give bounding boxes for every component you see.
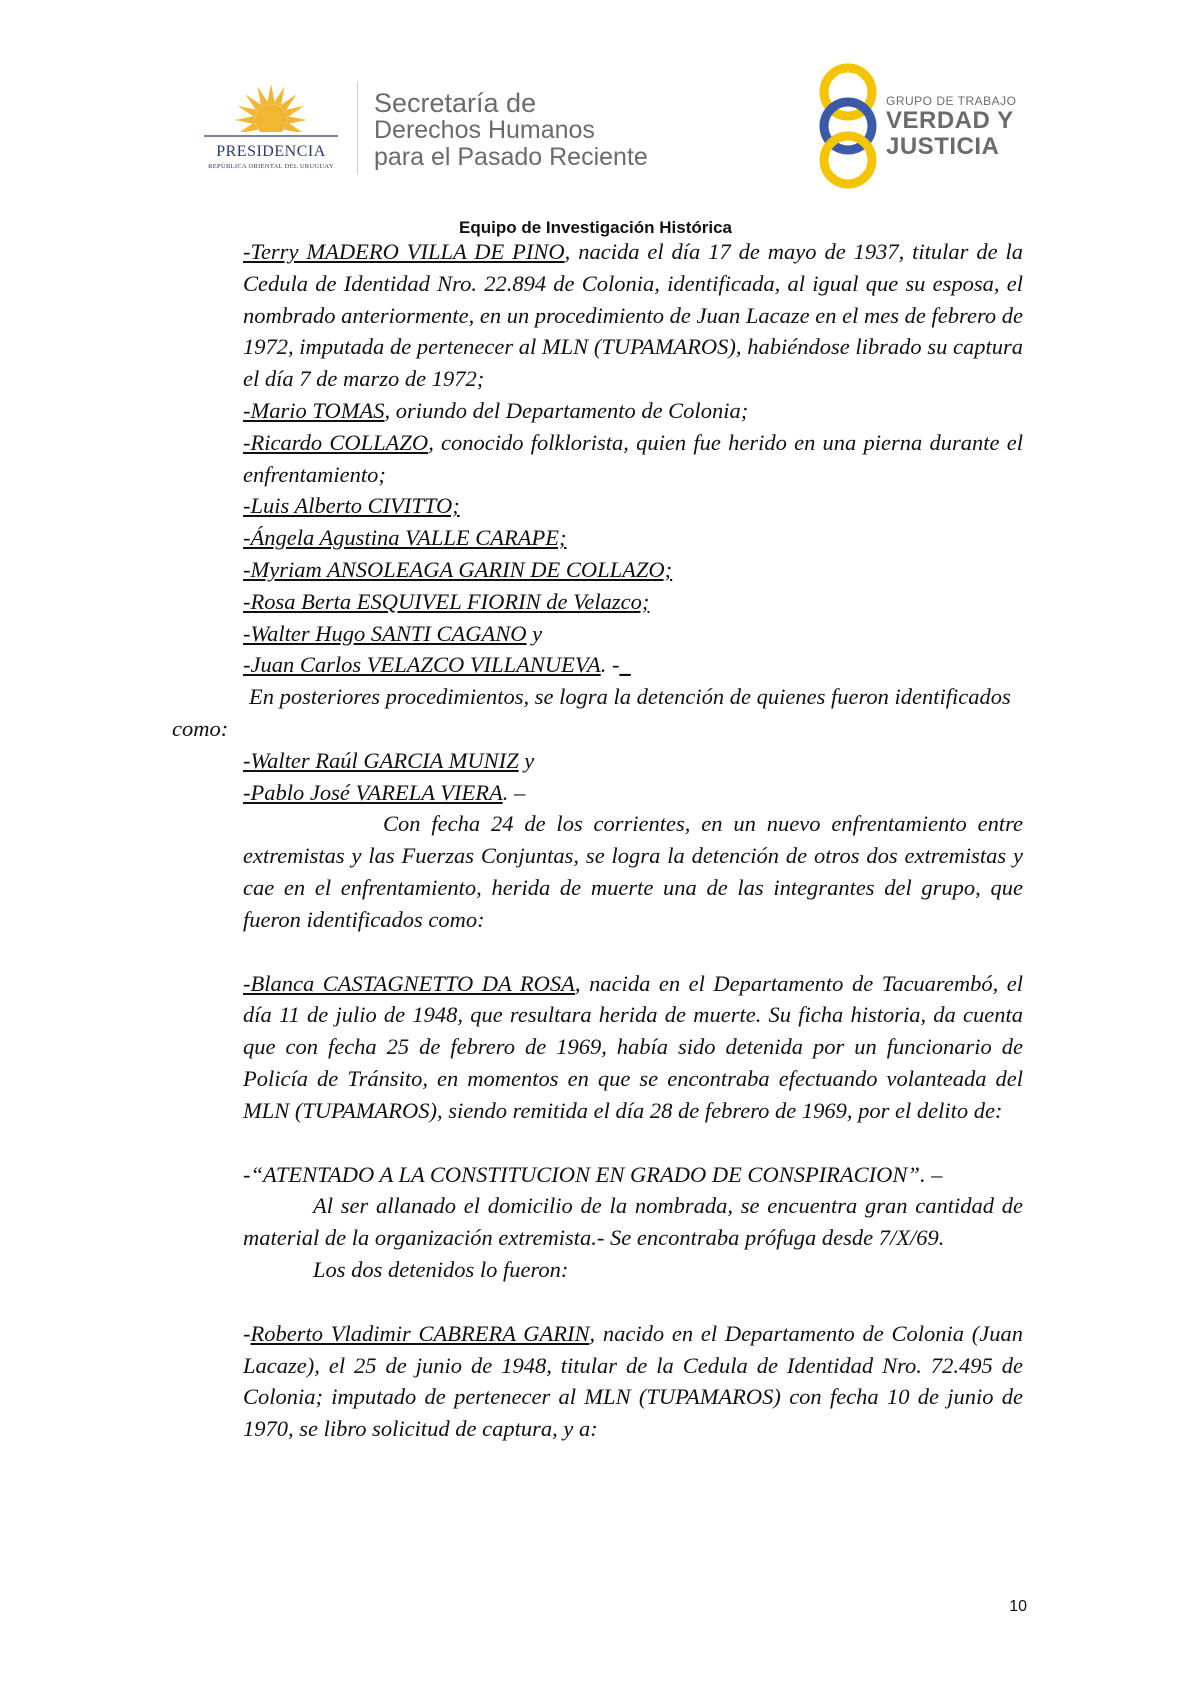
paragraph-lead: - [243, 1320, 251, 1346]
spacer [0, 1127, 1191, 1159]
list-item [243, 777, 1023, 809]
grupo-trabajo-title [886, 94, 1016, 160]
paragraph-posteriores: En posteriores procedimientos, se logra la detención de quienes fueron identificados como: [172, 684, 1011, 741]
person-name: -Ricardo COLLAZO [243, 429, 429, 455]
presidencia-label: PRESIDENCIA [216, 143, 326, 160]
grupo-big-label-2: JUSTICIA [886, 133, 1000, 160]
list-item [243, 618, 1023, 650]
person-name: -Pablo José VARELA VIERA [243, 779, 503, 805]
secretaria-line-2: Derechos Humanos [374, 116, 595, 144]
person-name: -Walter Raúl GARCIA MUNIZ [243, 747, 519, 773]
list-item [243, 522, 1023, 554]
list-item [243, 586, 1023, 618]
paragraph-con-fecha: Con fecha 24 de los corrientes, en un nuevo enfrentamiento entre extremistas y las Fuerzas Conjuntas, se logra la detención de otros dos extremistas y cae en el enfrentamiento, herida de muerte una de las integrantes del grupo, que fueron identificados como: [243, 811, 1023, 932]
header-divider [357, 82, 358, 174]
paragraph-text: , conocido folklorista, quien fue herido en una pierna durante el enfrentamiento; [243, 429, 1023, 487]
paragraph-roberto [243, 1318, 1023, 1445]
paragraph-ricardo [243, 427, 1023, 491]
person-name: -Luis Alberto CIVITTO; [243, 493, 460, 519]
paragraph-text: . – [502, 779, 526, 805]
document-body [0, 236, 1191, 1445]
grupo-big-label-1: VERDAD Y [886, 107, 1014, 134]
list-item [243, 554, 1023, 586]
grupo-small-label: GRUPO DE TRABAJO [886, 94, 1017, 108]
paragraph-allanado: Al ser allanado el domicilio de la nombrada, se encuentra gran cantidad de material de la organización extremista.- Se encontraba prófuga desde 7/X/69. [243, 1193, 1023, 1251]
paragraph-mario [243, 395, 1023, 427]
rings-logo-icon [808, 62, 888, 192]
person-name: -Walter Hugo SANTI CAGANO [243, 620, 527, 646]
spacer [0, 936, 1191, 968]
paragraph-text: , oriundo del Departamento de Colonia; [384, 397, 749, 423]
trailing-underscore: _ [619, 652, 631, 678]
list-item [243, 649, 1023, 681]
person-name: -Ángela Agustina VALLE CARAPE; [243, 525, 567, 551]
page-number: 10 [1009, 1598, 1027, 1615]
secretaria-line-3: para el Pasado Reciente [374, 143, 648, 171]
list-item [243, 745, 1023, 777]
person-name: -Rosa Berta ESQUIVEL FIORIN de Velazco; [243, 588, 650, 614]
person-name: -Blanca CASTAGNETTO DA ROSA [243, 970, 575, 996]
paragraph-text: , nacida el día 17 de mayo de 1937, titular de la Cedula de Identidad Nro. 22.894 de Colonia, identificada, al igual que su esposa, el nombrado anteriormente, en un procedimiento de Juan Lacaze en el mes de febrero de 1972, imputada de pertenecer al MLN (TUPAMAROS), habiéndose librado su captura el día 7 de marzo de 1972; [243, 239, 1023, 392]
person-name: -Terry MADERO VILLA DE PINO [243, 239, 565, 264]
paragraph-text: , nacido en el Departamento de Colonia (Juan Lacaze), el 25 de junio de 1948, titular de la Cedula de Identidad Nro. 72.495 de Colonia; imputado de pertenecer al MLN (TUPAMAROS) con fecha 10 de junio de 1970, se libro solicitud de captura, y a: [243, 1320, 1023, 1442]
paragraph-text: y [518, 747, 535, 773]
person-name: Roberto Vladimir CABRERA GARIN [250, 1320, 590, 1346]
secretaria-title [374, 90, 648, 171]
paragraph-detenidos: Los dos detenidos lo fueron: [313, 1256, 569, 1282]
paragraph-terry [243, 236, 1023, 395]
person-name: -Myriam ANSOLEAGA GARIN DE COLLAZO; [243, 556, 673, 582]
list-item [243, 490, 1023, 522]
paragraph-blanca [243, 968, 1023, 1127]
paragraph-atentado: -“ATENTADO A LA CONSTITUCION EN GRADO DE CONSPIRACION”. – [243, 1161, 943, 1187]
team-title: Equipo de Investigación Histórica [459, 218, 732, 237]
presidencia-sub-label: REPÚBLICA ORIENTAL DEL URUGUAY [208, 163, 334, 170]
secretaria-line-1: Secretaría de [374, 88, 537, 118]
page-header [0, 0, 1191, 210]
paragraph-text: , nacida en el Departamento de Tacuarembó, el día 11 de julio de 1948, que resultara herida de muerte. Su ficha historia, da cuenta que con fecha 25 de febrero de 1969, había sido detenida por un funcionario de Policía de Tránsito, en momentos en que se encontraba efectuando volanteada del MLN (TUPAMAROS), siendo remitida el día 28 de febrero de 1969, por el delito de: [243, 970, 1023, 1123]
person-name: -Juan Carlos VELAZCO VILLANUEVA [243, 652, 601, 678]
paragraph-text: y [526, 620, 543, 646]
spacer [0, 1286, 1191, 1318]
paragraph-text: . - [600, 652, 620, 678]
person-name: -Mario TOMAS [243, 397, 385, 423]
